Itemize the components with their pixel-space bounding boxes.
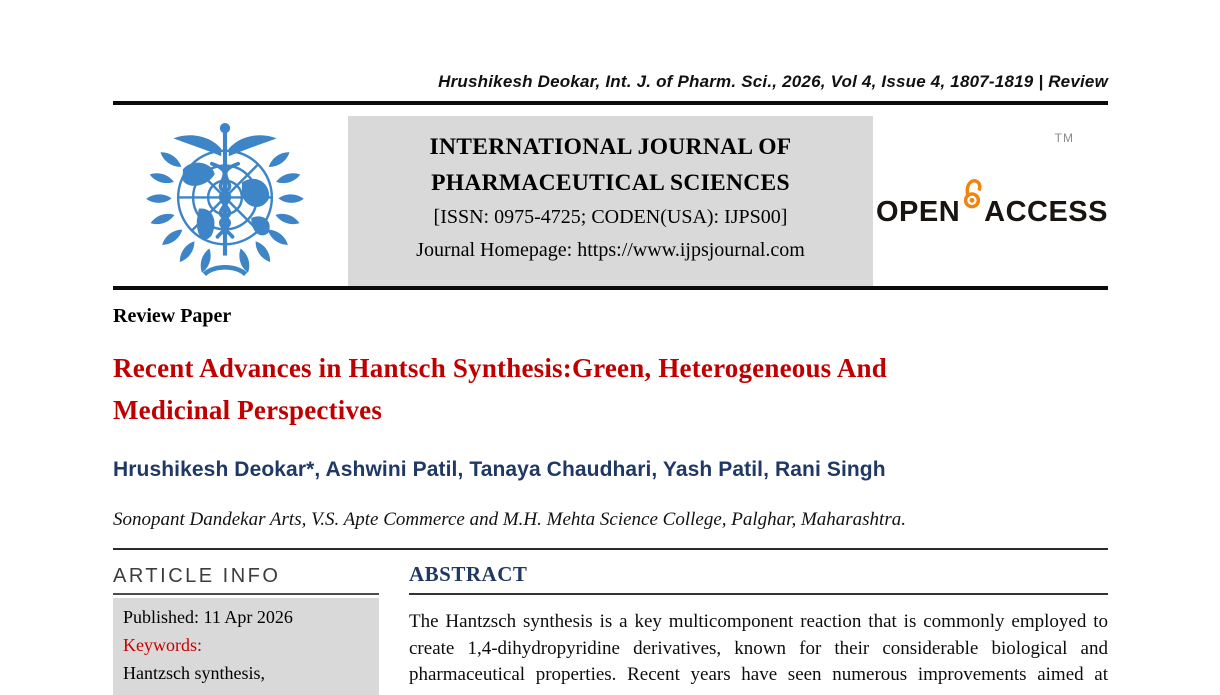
journal-homepage-url: Journal Homepage: https://www.ijpsjournal.com [416,239,805,261]
keyword-item: Hantzsch synthesis, [123,663,265,683]
article-title-line1: Recent Advances in Hantsch Synthesis:Green, Heterogeneous And [113,353,887,383]
trademark-label: TM [1054,131,1074,145]
keywords-label: Keywords: [123,635,202,655]
journal-issn-coden: [ISSN: 0975-4725; CODEN(USA): IJPS00] [433,206,788,228]
article-info-box [113,598,379,695]
section-divider-rule [113,548,1108,550]
affiliation-line: Sonopant Dandekar Arts, V.S. Apte Commerce and M.H. Mehta Science College, Palghar, Maharashtra. [113,509,906,530]
info-abstract-columns [113,559,1108,695]
abstract-underline [409,593,1108,595]
journal-article-page [0,72,1220,695]
article-type-label: Review Paper [113,305,232,327]
article-info-column [113,559,379,695]
open-access-open-label: OPEN [876,195,961,228]
journal-title-line2: PHARMACEUTICAL SCIENCES [431,170,790,196]
open-padlock-icon [960,139,984,247]
abstract-column [409,559,1108,689]
running-head: Hrushikesh Deokar, Int. J. of Pharm. Sci., 2026, Vol 4, Issue 4, 1807-1819 | Review [438,72,1108,91]
who-emblem-logo [127,115,323,279]
article-title-line2: Medicinal Perspectives [113,395,383,425]
abstract-text: The Hantzsch synthesis is a key multicomponent reaction that is commonly employed to create 1,4-dihydropyridine derivatives, known for their considerable biological and pharmaceutical properties. Recent years have seen numerous improvements aimed at [409,611,1108,685]
journal-title-line1: INTERNATIONAL JOURNAL OF [429,134,792,160]
masthead [113,105,1108,286]
open-access-logo [876,131,1108,257]
article-info-heading: ARTICLE INFO [113,565,281,587]
journal-masthead-box [348,116,873,286]
article-info-underline [113,593,379,595]
abstract-heading: ABSTRACT [409,562,528,586]
authors-line: Hrushikesh Deokar*, Ashwini Patil, Tanaya Chaudhari, Yash Patil, Rani Singh [113,458,886,481]
open-access-access-label: ACCESS [984,195,1108,228]
article-title [113,347,1108,431]
published-date: Published: 11 Apr 2026 [123,607,293,627]
masthead-bottom-rule [113,286,1108,290]
